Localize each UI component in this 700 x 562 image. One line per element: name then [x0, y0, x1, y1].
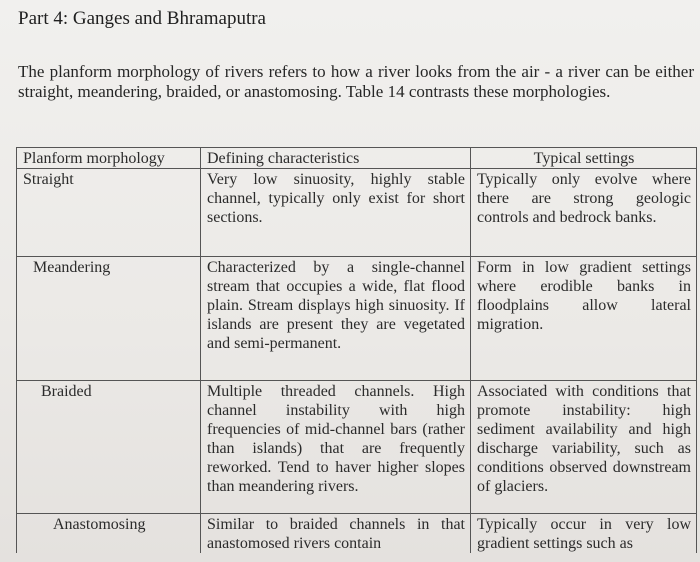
cell-settings: Typically only evolve where there are strong geologic controls and bedrock banks.: [471, 169, 697, 257]
header-settings: Typical settings: [471, 148, 697, 169]
cell-settings: Form in low gradient settings where erodible banks in floodplains allow lateral migration.: [471, 257, 697, 381]
table-header-row: [17, 148, 697, 169]
morphology-table: [16, 147, 697, 553]
cell-characteristics: Similar to braided channels in that anastomosed rivers contain: [201, 514, 471, 554]
cell-morphology: Braided: [17, 381, 201, 514]
cell-morphology: Straight: [17, 169, 201, 257]
cell-characteristics: Multiple threaded channels. High channel instability with high frequencies of mid-channel bars (rather than islands) that are frequently reworked. Tend to haver higher slopes than meandering rivers.: [201, 381, 471, 514]
header-characteristics: Defining characteristics: [201, 148, 471, 169]
cell-morphology: Anastomosing: [17, 514, 201, 554]
cell-characteristics: Characterized by a single-channel stream that occupies a wide, flat flood plain. Stream displays high sinuosity. If islands are present they are vegetated and semi-permanent.: [201, 257, 471, 381]
table-row: [17, 514, 697, 554]
table-row: [17, 381, 697, 514]
intro-paragraph: The planform morphology of rivers refers to how a river looks from the air - a river can be either straight, meandering, braided, or anastomosing. Table 14 contrasts these morphologies.: [18, 62, 694, 101]
table-row: [17, 169, 697, 257]
cell-settings: Associated with conditions that promote instability: high sediment availability and high discharge variability, such as conditions observed downstream of glaciers.: [471, 381, 697, 514]
cell-characteristics: Very low sinuosity, highly stable channel, typically only exist for short sections.: [201, 169, 471, 257]
cell-morphology: Meandering: [17, 257, 201, 381]
section-heading: Part 4: Ganges and Bhramaputra: [18, 8, 266, 29]
table-row: [17, 257, 697, 381]
header-morphology: Planform morphology: [17, 148, 201, 169]
cell-settings: Typically occur in very low gradient settings such as: [471, 514, 697, 554]
